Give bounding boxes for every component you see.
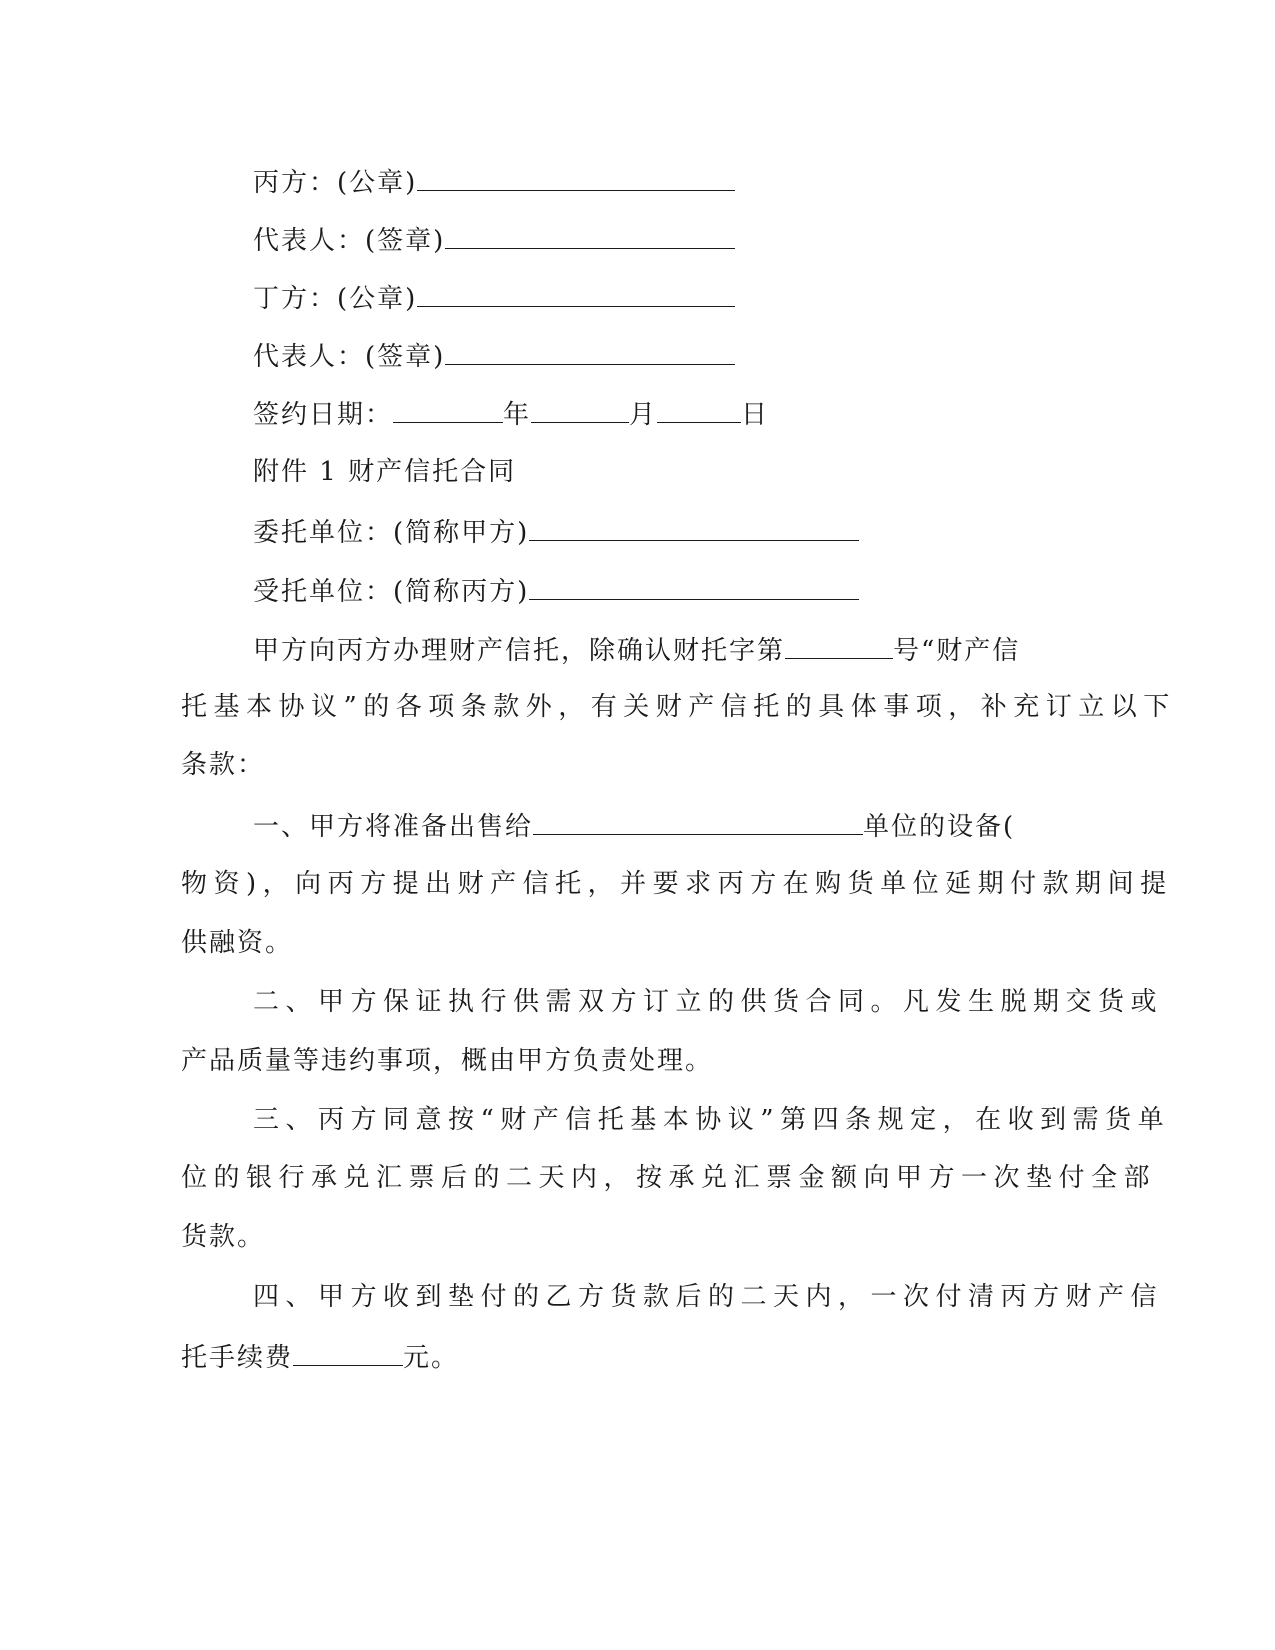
day-label: 日 <box>741 400 770 430</box>
fee-amount-blank[interactable] <box>293 1341 403 1366</box>
attachment-title: 附件 1 财产信托合同 <box>253 457 517 487</box>
clause-2-line-1: 二、甲方保证执行供需双方订立的供货合同。凡发生脱期交货或 <box>253 987 1164 1017</box>
trustee-unit-blank[interactable] <box>529 575 859 600</box>
signature-label: 代表人：(签章) <box>253 226 446 256</box>
clause-4-line-2 <box>181 1341 459 1373</box>
intro-line-2: 托基本协议”的各项条款外，有关财产信托的具体事项，补充订立以下 <box>181 692 1176 722</box>
clause-text: 元。 <box>403 1343 460 1373</box>
sign-date-label: 签约日期： <box>253 400 394 430</box>
buyer-unit-blank[interactable] <box>533 810 863 835</box>
clause-4-line-1: 四、甲方收到垫付的乙方货款后的二天内，一次付清丙方财产信 <box>253 1282 1164 1312</box>
intro-text: 甲方向丙方办理财产信托，除确认财托字第 <box>253 636 786 666</box>
signature-label: 代表人：(签章) <box>253 342 446 372</box>
signature-line-party-c <box>253 166 735 198</box>
month-blank[interactable] <box>531 398 629 423</box>
entrusting-unit-label: 委托单位：(简称甲方) <box>253 518 530 548</box>
year-blank[interactable] <box>393 398 503 423</box>
clause-1-line-1 <box>253 810 1015 842</box>
signature-blank[interactable] <box>417 282 735 307</box>
sign-date-line <box>253 398 769 430</box>
intro-text: 号“财产信 <box>893 636 1021 666</box>
day-blank[interactable] <box>657 398 741 423</box>
signature-blank[interactable] <box>417 166 735 191</box>
clause-3-line-2: 位的银行承兑汇票后的二天内，按承兑汇票金额向甲方一次垫付全部 <box>181 1163 1157 1193</box>
signature-label: 丁方：(公章) <box>253 284 418 314</box>
intro-line-1 <box>253 634 1020 666</box>
intro-line-3: 条款： <box>181 750 266 780</box>
clause-3-line-3: 货款。 <box>181 1222 266 1252</box>
entrusting-unit-blank[interactable] <box>529 516 859 541</box>
clause-text: 单位的设备( <box>863 812 1016 842</box>
signature-blank[interactable] <box>445 340 735 365</box>
clause-3-line-1: 三、丙方同意按“财产信托基本协议”第四条规定，在收到需货单 <box>253 1105 1171 1135</box>
signature-line-party-d <box>253 282 735 314</box>
trustee-unit-line <box>253 575 859 607</box>
signature-blank[interactable] <box>445 224 735 249</box>
trust-number-blank[interactable] <box>785 634 893 659</box>
signature-line-representative-d <box>253 340 735 372</box>
clause-text: 托手续费 <box>181 1343 294 1373</box>
signature-label: 丙方：(公章) <box>253 168 418 198</box>
month-label: 月 <box>629 400 658 430</box>
clause-2-line-2: 产品质量等违约事项，概由甲方负责处理。 <box>181 1046 714 1076</box>
clause-1-line-2: 物资)，向丙方提出财产信托，并要求丙方在购货单位延期付款期间提 <box>181 869 1173 899</box>
year-label: 年 <box>503 400 532 430</box>
clause-1-line-3: 供融资。 <box>181 928 294 958</box>
signature-line-representative-c <box>253 224 735 256</box>
trustee-unit-label: 受托单位：(简称丙方) <box>253 577 530 607</box>
entrusting-unit-line <box>253 516 859 548</box>
clause-text: 一、甲方将准备出售给 <box>253 812 534 842</box>
